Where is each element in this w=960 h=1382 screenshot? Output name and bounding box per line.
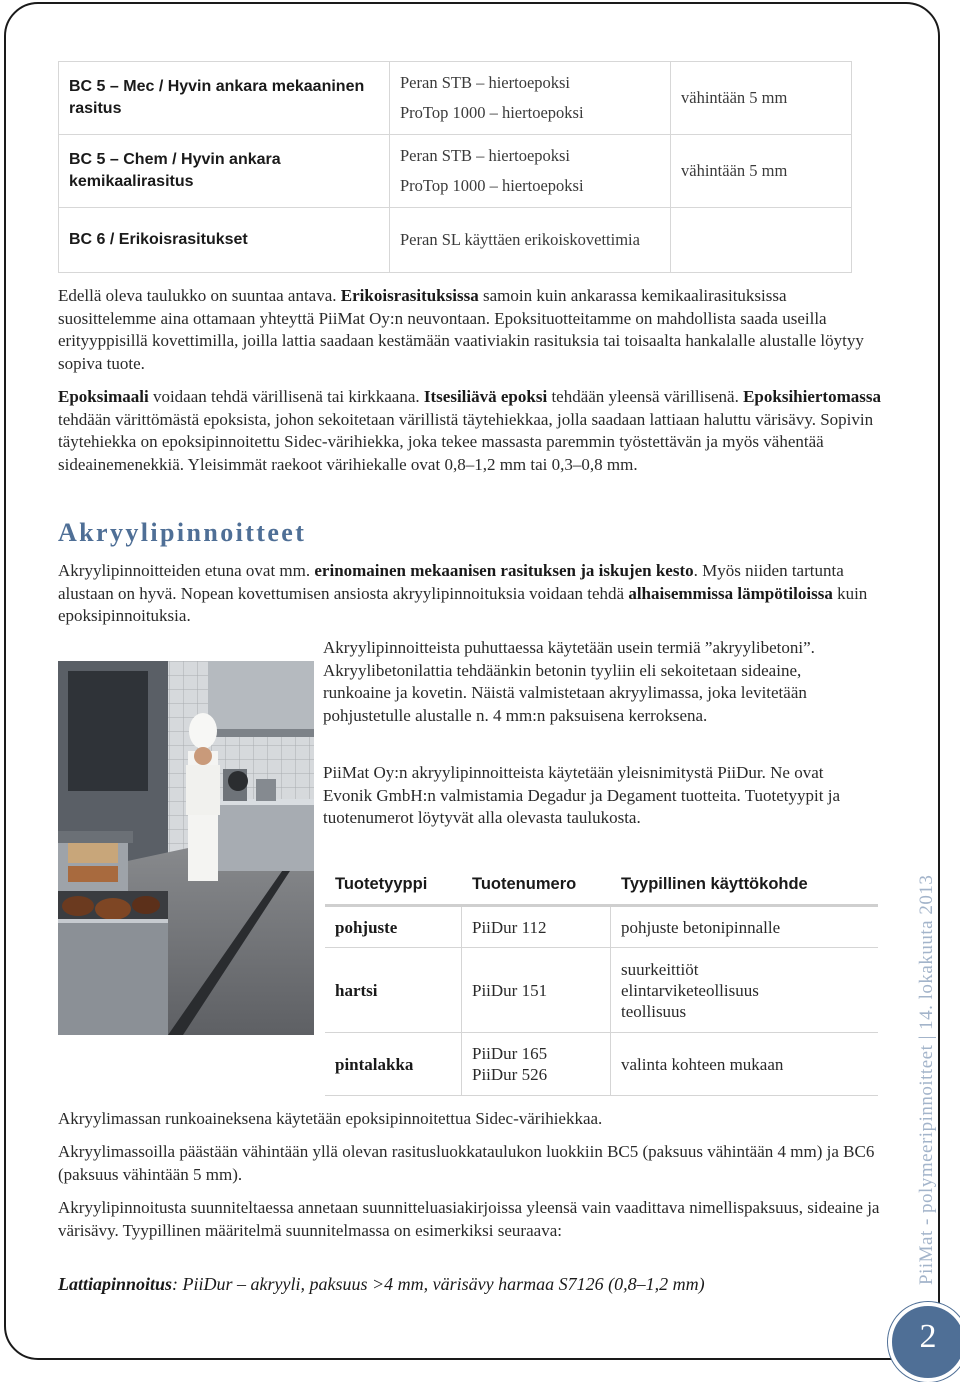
product-cell (390, 62, 671, 135)
paragraph-acrylic-benefits: Akryylipinnoitteiden etuna ovat mm. erinomainen mekaanisen rasituksen ja iskujen kesto. Myös niiden tartunta alustaan on hyvä. Nopean kovettumisen ansiosta akryylipinnoituksia voidaan tehdä alhaisemmissa lämpötiloissa kuin epoksipinnoituksia. (58, 561, 868, 626)
product-line: Peran STB – hiertoepoksi (400, 73, 571, 92)
thickness-cell: vähintään 5 mm (671, 62, 852, 135)
paragraph-epoxy-types: Epoksimaali voidaan tehdä värillisenä tai kirkkaana. Itsesiliävä epoksi tehdään yleensä värillisenä. Epoksihiertomassa tehdään värittömästä epoksista, johon sekoitetaan värillistä täytehiekkaa, jolla saadaan lattiaan haluttu värisävy. Sopivin täytehiekka on epoksipinnoitettu Sidec-värihiekka, joka tekee massasta paremmin työstettävän ja myös vähentää sideainemenekkiä. Yleisimmät raekoot värihiekalle ovat 0,8–1,2 mm tai 0,3–0,8 mm. (58, 387, 881, 474)
product-use: teollisuus (621, 1001, 687, 1021)
product-line: ProTop 1000 – hiertoepoksi (400, 176, 584, 195)
kitchen-photo (58, 661, 314, 1035)
product-type-cell: hartsi (325, 948, 462, 1033)
paragraph-piidur: PiiMat Oy:n akryylipinnoitteista käytetään yleisnimitystä PiiDur. Ne ovat Evonik GmbH:n valmistamia Degadur ja Degament tuotteita. Tuotetyypit ja tuotenumerot löytyvät alla olevasta taulukosta. (323, 763, 840, 828)
column-header: Tyypillinen käyttökohde (611, 864, 878, 906)
product-use: suurkeittiöt (621, 959, 699, 979)
thickness-cell: vähintään 5 mm (671, 135, 852, 208)
section-heading: Akryylipinnoitteet (58, 518, 307, 547)
product-table (325, 864, 878, 1096)
footer-side-text: PiiMat - polymeeripinnoitteet | 14. lokakuuta 2013 (916, 874, 937, 1285)
product-number: PiiDur 526 (472, 1065, 548, 1084)
product-cell (390, 208, 671, 273)
example-specification: Lattiapinnoitus: PiiDur – akryyli, paksuus >4 mm, värisävy harmaa S7126 (0,8–1,2 mm) (58, 1274, 705, 1294)
product-number-cell (462, 948, 611, 1033)
stress-class-cell: BC 6 / Erikoisrasitukset (59, 208, 390, 273)
product-type-cell: pintalakka (325, 1033, 462, 1096)
product-number: PiiDur 151 (472, 980, 548, 1000)
paragraph-stress-classes: Akryylimassoilla päästään vähintään yllä olevan rasitusluokkataulukon luokkiin BC5 (paksuus vähintään 4 mm) ja BC6 (paksuus vähintään 5 mm). (58, 1142, 875, 1184)
product-line: ProTop 1000 – hiertoepoksi (400, 103, 584, 122)
table-row (59, 135, 852, 208)
thickness-cell (671, 208, 852, 273)
paragraph-specification: Akryylipinnoitusta suunniteltaessa annetaan suunnitteluasiakirjoissa yleensä vain vaadittava nimellispaksuus, sideaine ja värisävy. Tyypillinen määritelmä suunnitelmassa on esimerkiksi seuraava: (58, 1198, 880, 1240)
product-use: elintarviketeollisuus (621, 980, 759, 1000)
table-row (325, 906, 878, 948)
table-row (325, 1033, 878, 1096)
table-header-row (325, 864, 878, 906)
table-row (59, 208, 852, 273)
column-header: Tuotenumero (462, 864, 611, 906)
product-use: pohjuste betonipinnalle (621, 917, 781, 937)
product-number-cell (462, 1033, 611, 1096)
product-use: valinta kohteen mukaan (621, 1054, 784, 1074)
paragraph-special-loads: Edellä oleva taulukko on suuntaa antava. Erikoisrasituksissa samoin kuin ankarassa kemikaalirasituksissa suosittelemme aina ottamaan yhteyttä PiiMat Oy:n neuvontaan. Epoksituotteitamme on mahdollista saada useilla erityyppisillä kovettimilla, joilla lattia saadaan kestämään vaativiakin rasituksia tai toisaalta hankalalle alustalle löytyy sopiva tuote. (58, 286, 864, 373)
product-use-cell (611, 906, 878, 948)
page-number-badge (888, 1302, 960, 1382)
paragraph-acrylic-concrete: Akryylipinnoitteista puhuttaessa käytetään usein termiä ”akryylibetoni”. Akryylibetonilattia tehdäänkin betonin tyyliin eli sekoitetaan sideaine, runkoaine ja kovetin. Näistä valmistetaan akryylimassa, joka levitetään pohjustetulle alustalle n. 4 mm:n paksuisena kerroksena. (323, 638, 815, 725)
stress-class-cell: BC 5 – Mec / Hyvin ankara mekaaninen rasitus (59, 62, 390, 135)
page-number: 2 (919, 1318, 937, 1355)
product-number: PiiDur 165 (472, 1044, 548, 1063)
product-use-cell (611, 1033, 878, 1096)
paragraph-sidec: Akryylimassan runkoaineksena käytetään epoksipinnoitettua Sidec-värihiekkaa. (58, 1109, 603, 1128)
product-use-cell (611, 948, 878, 1033)
product-type-cell: pohjuste (325, 906, 462, 948)
stress-class-cell: BC 5 – Chem / Hyvin ankara kemikaalirasitus (59, 135, 390, 208)
product-number: PiiDur 112 (472, 917, 547, 937)
table-row (59, 62, 852, 135)
product-cell (390, 135, 671, 208)
stress-class-table (58, 61, 852, 273)
product-line: Peran STB – hiertoepoksi (400, 146, 571, 165)
product-number-cell (462, 906, 611, 948)
table-row (325, 948, 878, 1033)
column-header: Tuotetyyppi (325, 864, 462, 906)
product-line: Peran SL käyttäen erikoiskovettimia (400, 230, 640, 249)
